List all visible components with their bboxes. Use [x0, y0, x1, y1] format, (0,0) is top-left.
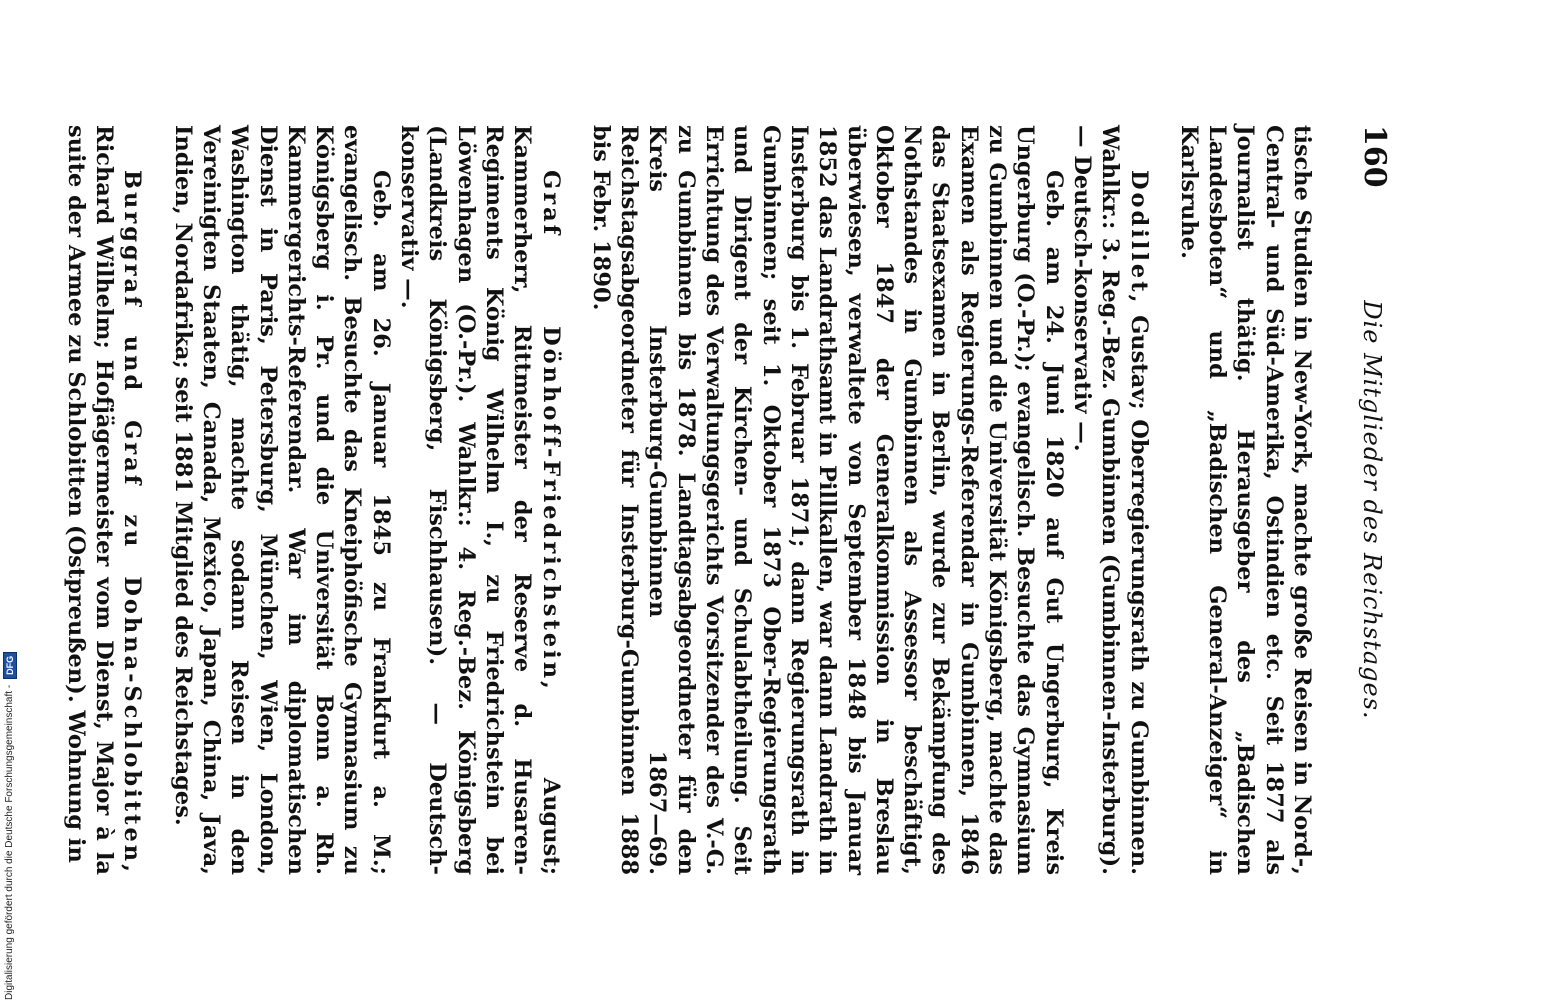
entry-name: Graf Dönhoff-Friedrichstein,: [537, 170, 564, 692]
dfg-logo: DFG: [3, 652, 17, 679]
entry-doenhoff-biography: Geb. am 26. Januar 1845 zu Frankfurt a. M.; evangelisch. Besuchte das Kneiphöfische Gymnasium zu Königsberg i. Pr. und die Universität Bonn a. Rh. Kammergerichts-Referendar. War im diplomatischen Dienst in Paris, Petersburg, München, Wien, London, Washington thätig, machte sodann Reisen in den Vereinigten Staaten, Canada, Mexico, Japan, China, Java, Indien, Nordafrika; seit 1881 Mitglied des Reichstages.: [169, 125, 394, 875]
digitization-credit: [4, 0, 16, 1000]
entry-dodillet-header: [1068, 125, 1153, 875]
running-title: Die Mitglieder des Reichstages.: [1358, 300, 1386, 720]
entry-name: Dodillet,: [1125, 170, 1152, 306]
credit-text: Digitalisierung gefördert durch die Deutsche Forschungsgemeinschaft -: [4, 684, 15, 1000]
entry-description: Gustav; Oberregierungsrath zu Gumbinnen. Wahlkr.: 3. Reg.-Bez. Gumbinnen (Gumbinnen-Insterburg). — Deutsch-konservativ —.: [1068, 125, 1152, 875]
paragraph-continuation: tische Studien in New-York, machte große Reisen in Nord-, Central- und Süd-Amerika, Ostindien etc. Seit 1877 als Journalist thätig. Herausgeber des „Badischen Landesboten“ und „Badischen General-Anzeiger“ in Karlsruhe.: [1175, 125, 1315, 875]
entry-dodillet-biography: Geb. am 24. Juni 1820 auf Gut Ungerburg, Kreis Ungerburg (O.-Pr.); evangelisch. Besuchte das Gymnasium zu Gumbinnen und die Universität Königsberg, machte das Examen als Regierungs-Referendar in Gumbinnen, 1846 das Staatsexamen in Berlin, wurde zur Bekämpfung des Nothstandes in Gumbinnen als Assessor beschäftigt, Oktober 1847 der Generalkommission in Breslau überwiesen, verwaltete von September 1848 bis Januar 1852 das Landrathsamt in Pillkallen, war dann Landrath in Insterburg bis 1. Februar 1871; dann Regierungsrath in Gumbinnen; seit 1. Oktober 1873 Ober-Regierungsrath und Dirigent der Kirchen- und Schulabtheilung. Seit Errichtung des Verwaltungsgerichts Vorsitzender des V.-G. zu Gumbinnen bis 1878. Landtagsabgeordneter für den Kreis Insterburg-Gumbinnen 1867—69. Reichstagsabgeordneter für Insterburg-Gumbinnen 1888 bis Febr. 1890.: [587, 125, 1067, 875]
body-text: [62, 125, 1316, 875]
entry-name: Burggraf und Graf zu Dohna-Schlobitten,: [119, 170, 146, 875]
entry-description: August; Kammerherr, Rittmeister der Reserve d. Husaren-Regiments König Wilhelm I., zu Friedrichstein bei Löwenhagen (O.-Pr.). Wahlkr.: 4. Reg.-Bez. Königsberg (Landkreis Königsberg, Fischhausen). — Deutsch-konservativ —.: [396, 125, 564, 876]
entry-doenhoff-header: [395, 125, 565, 875]
page-number: 160: [1357, 125, 1392, 188]
page-header: [1354, 125, 1394, 895]
entry-description: Richard Wilhelm; Hofjägermeister vom Dienst, Major à la suite der Armee zu Schlobitten (Ostpreußen). Wohnung in: [62, 125, 118, 875]
entry-dohna-header: [62, 125, 147, 875]
